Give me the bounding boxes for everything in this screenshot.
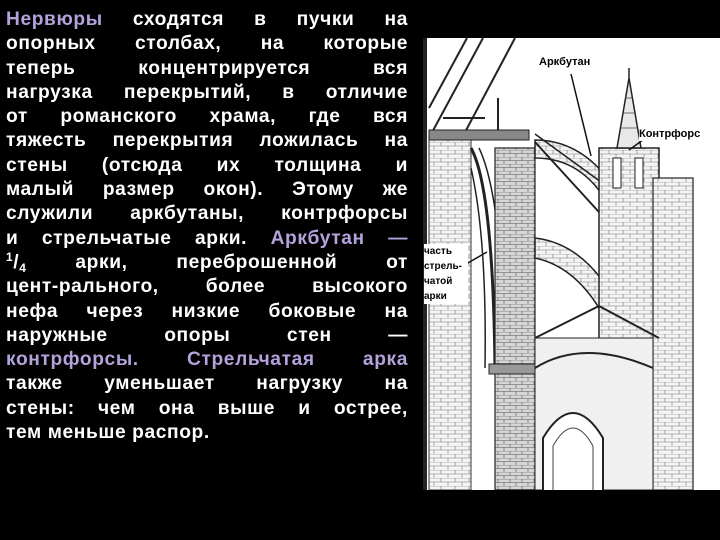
label-part-line: часть [424, 246, 452, 257]
text-line [6, 251, 408, 275]
text-line: служили аркбутаны, контрфорсы [6, 203, 408, 225]
lower-pointed-arch [543, 413, 603, 490]
nave-pier [495, 148, 535, 490]
text-line [6, 227, 408, 251]
highlight-term-arkbutan: Аркбутан — [270, 227, 408, 249]
fraction-slash: / [13, 251, 20, 273]
text-segment: и стрельчатые арки. [6, 227, 271, 249]
body-paragraph [6, 8, 408, 445]
tower-window [635, 158, 643, 188]
label-arkbutan: Аркбутан [539, 56, 591, 68]
label-part-line: арки [424, 291, 447, 302]
text-segment: арки, переброшенной от [26, 251, 408, 273]
buttress-step [653, 178, 693, 490]
text-line: нефа через низкие боковые на [6, 300, 408, 322]
text-line: цент-рального, более высокого [6, 276, 408, 298]
text-line: нагрузка перекрытий, в отличие [6, 81, 408, 103]
text-line: стены: чем она выше и острее, [6, 397, 408, 419]
text-line [6, 8, 408, 32]
wall-cornice [429, 130, 529, 140]
gothic-cathedral-section-illustration [423, 38, 720, 490]
label-part-line: стрель- [424, 261, 462, 272]
text-line: стены (отсюда их толщина и [6, 154, 408, 176]
text-line: тяжесть перекрытия ложилась на [6, 130, 408, 152]
text-line: от романского храма, где вся [6, 106, 408, 128]
highlight-term-nervyury: Нервюры [6, 9, 103, 30]
pier-capital [489, 364, 541, 374]
text-line: также уменьшает нагрузку на [6, 373, 408, 395]
label-kontrfors: Контрфорс [639, 128, 701, 140]
text-segment: сходятся в пучки на [102, 9, 408, 30]
label-part-line: чатой [424, 276, 453, 287]
nave-wall [429, 136, 471, 490]
text-line: опорных столбах, на которые [6, 33, 408, 55]
text-line: малый размер окон). Этому же [6, 179, 408, 201]
label-part-of-pointed-arch [424, 244, 468, 304]
text-line: наружные опоры стен — [6, 324, 408, 346]
text-line: теперь концентрируется вся [6, 57, 408, 79]
roof-framing [429, 38, 523, 138]
highlight-term-kontrforsy: контрфорсы. Стрельчатая арка [6, 349, 408, 371]
text-line: тем меньше распор. [6, 422, 210, 444]
fraction-denominator: 4 [19, 260, 27, 275]
fraction-numerator: 1 [6, 249, 14, 264]
tower-window [613, 158, 621, 188]
